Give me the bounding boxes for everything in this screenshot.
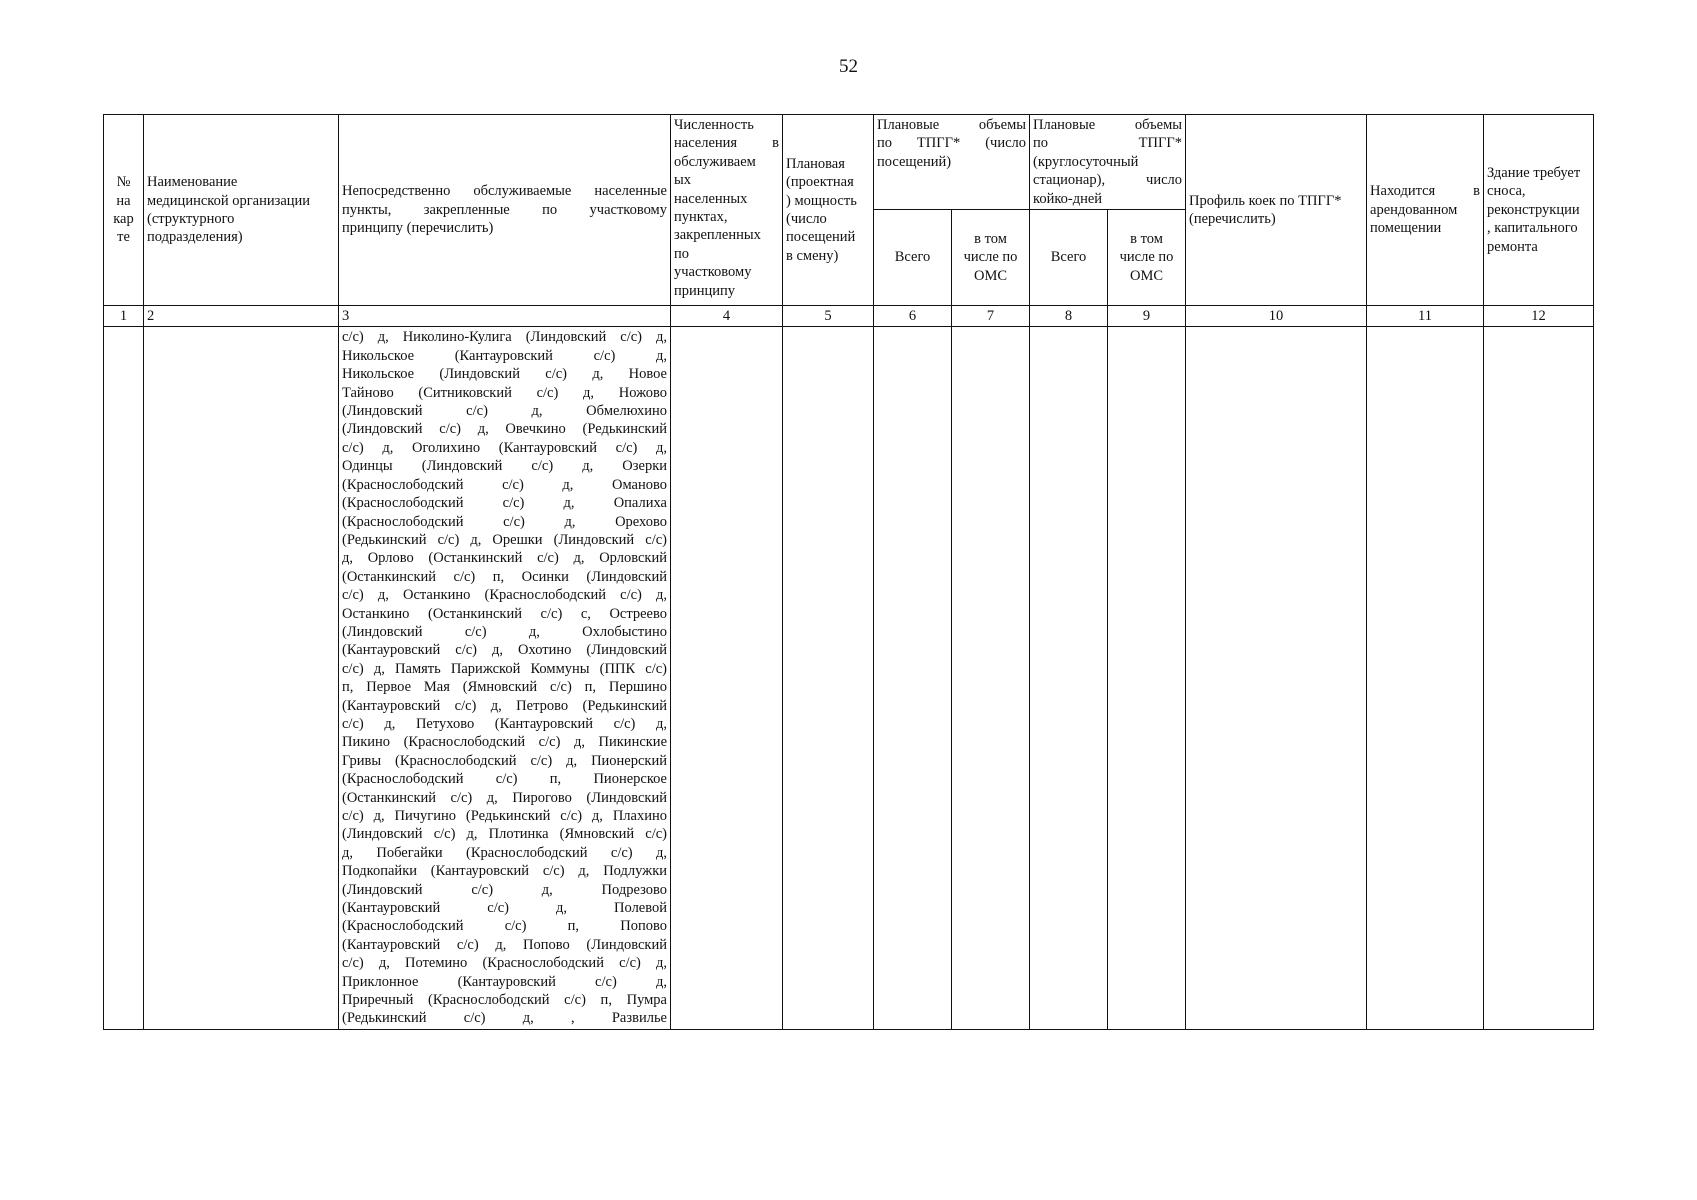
column-number-row bbox=[104, 306, 1594, 327]
column-number: 12 bbox=[1484, 306, 1594, 327]
text-line: на bbox=[116, 192, 131, 209]
text-line: Останкино (Останкинский с/с) с, Остреево bbox=[342, 605, 667, 622]
text-line: пункты, закрепленные по участковому bbox=[342, 201, 667, 218]
visits-oms-cell bbox=[952, 327, 1030, 1030]
header-bed-days-total: Всего bbox=[1030, 210, 1108, 306]
column-number: 2 bbox=[144, 306, 339, 327]
text-line: участковому bbox=[674, 264, 752, 281]
facilities-table bbox=[103, 114, 1594, 1030]
text-line: (Линдовский с/с) д, Обмелюхино bbox=[342, 403, 667, 420]
text-line: койко-дней bbox=[1033, 190, 1103, 207]
text-line: Одинцы (Линдовский с/с) д, Озерки bbox=[342, 458, 667, 475]
text-line: принципу bbox=[674, 282, 736, 299]
text-line: с/с) д, Останкино (Краснослободский с/с) д, bbox=[342, 587, 667, 604]
text-line: (Редькинский с/с) д, , Развилье bbox=[342, 1010, 667, 1027]
text-line: Плановые объемы bbox=[877, 117, 1027, 133]
column-number: 6 bbox=[874, 306, 952, 327]
text-line: в смену) bbox=[786, 247, 839, 264]
text-line: Приклонное (Кантауровский с/с) д, bbox=[342, 973, 667, 990]
text-line: (Краснослободский с/с) д, Орехово bbox=[342, 513, 667, 530]
visits-total-cell bbox=[874, 327, 952, 1030]
text-line: (Редькинский с/с) д, Орешки (Линдовский с/с) bbox=[342, 531, 667, 548]
column-number: 10 bbox=[1186, 306, 1367, 327]
column-number: 4 bbox=[671, 306, 783, 327]
header-visits-total: Всего bbox=[874, 210, 952, 306]
text-line: посещений bbox=[786, 229, 856, 246]
text-line: с/с) д, Петухово (Кантауровский с/с) д, bbox=[342, 715, 667, 732]
text-line: обслуживаем bbox=[674, 153, 756, 170]
text-line: ) мощность bbox=[786, 192, 857, 209]
text-line: Подкопайки (Кантауровский с/с) д, Подлужки bbox=[342, 863, 667, 880]
text-line: подразделения) bbox=[147, 229, 243, 246]
header-settlements bbox=[339, 115, 671, 306]
text-line: в том bbox=[974, 230, 1007, 247]
building-repair-cell bbox=[1484, 327, 1594, 1030]
column-number: 3 bbox=[339, 306, 671, 327]
text-line: медицинской организации bbox=[147, 192, 311, 209]
header-organization bbox=[144, 115, 339, 306]
column-number: 1 bbox=[104, 306, 144, 327]
text-line: (Останкинский с/с) д, Пирогово (Линдовский bbox=[342, 789, 667, 806]
text-line: (проектная bbox=[786, 174, 854, 191]
rented-premises-cell bbox=[1367, 327, 1484, 1030]
text-line: с/с) д, Память Парижской Коммуны (ППК с/с) bbox=[342, 660, 667, 677]
text-line: Численность bbox=[674, 117, 754, 133]
map-number-cell bbox=[104, 327, 144, 1030]
text-line: Наименование bbox=[147, 174, 238, 191]
text-line: ОМС bbox=[1130, 267, 1164, 284]
text-line: (Краснослободский с/с) д, Оманово bbox=[342, 476, 667, 493]
bed-profile-cell bbox=[1186, 327, 1367, 1030]
text-line: ОМС bbox=[973, 267, 1008, 284]
text-line: числе по bbox=[963, 249, 1018, 266]
text-line: (Останкинский с/с) п, Осинки (Линдовский bbox=[342, 568, 667, 585]
text-line: (Линдовский с/с) д, Плотинка (Ямновский с/с) bbox=[342, 826, 667, 843]
text-line: (Кантауровский с/с) д, Петрово (Редькинский bbox=[342, 697, 667, 714]
text-line: кар bbox=[113, 211, 134, 228]
column-number: 8 bbox=[1030, 306, 1108, 327]
text-line: (круглосуточный bbox=[1033, 153, 1139, 170]
text-line: д, Орлово (Останкинский с/с) д, Орловский bbox=[342, 550, 667, 567]
text-line: Непосредственно обслуживаемые населенные bbox=[342, 183, 667, 200]
text-line: (Краснослободский с/с) п, Попово bbox=[342, 918, 667, 935]
header-bed-profile bbox=[1186, 115, 1367, 306]
text-line: Находится в bbox=[1370, 183, 1481, 200]
text-line: Гривы (Краснослободский с/с) д, Пионерский bbox=[342, 752, 667, 769]
text-line: (Кантауровский с/с) д, Полевой bbox=[342, 900, 667, 917]
header-bed-days-volume bbox=[1030, 115, 1186, 210]
column-number: 9 bbox=[1108, 306, 1186, 327]
text-line: принципу (перечислить) bbox=[342, 220, 494, 237]
text-line: по ТПГГ* bbox=[1033, 135, 1183, 152]
text-line: посещений) bbox=[877, 153, 952, 170]
text-line: (Кантауровский с/с) д, Попово (Линдовский bbox=[342, 936, 667, 953]
text-line: арендованном bbox=[1370, 201, 1458, 218]
text-line: реконструкции bbox=[1487, 201, 1580, 218]
text-line: ремонта bbox=[1487, 238, 1538, 255]
header-visits-volume bbox=[874, 115, 1030, 210]
text-line: по ТПГГ* (число bbox=[877, 135, 1027, 152]
header-rented-premises bbox=[1367, 115, 1484, 306]
settlements-cell bbox=[339, 327, 671, 1030]
text-line: (число bbox=[786, 211, 827, 228]
text-line: по bbox=[674, 245, 690, 262]
text-line: (Кантауровский с/с) д, Охотино (Линдовский bbox=[342, 642, 667, 659]
text-line: пунктах, bbox=[674, 209, 728, 226]
text-line: (перечислить) bbox=[1189, 211, 1276, 228]
header-building-repair bbox=[1484, 115, 1594, 306]
text-line: сноса, bbox=[1487, 183, 1526, 200]
header-visits-oms bbox=[952, 210, 1030, 306]
text-line: (Краснослободский с/с) д, Опалиха bbox=[342, 495, 667, 512]
header-map-number bbox=[104, 115, 144, 306]
text-line: Пикино (Краснослободский с/с) д, Пикинские bbox=[342, 734, 667, 751]
text-line: с/с) д, Пичугино (Редькинский с/с) д, Плахино bbox=[342, 808, 667, 824]
text-line: Плановая bbox=[786, 155, 845, 172]
text-line: с/с) д, Потемино (Краснослободский с/с) д, bbox=[342, 955, 667, 972]
text-line: Приречный (Краснослободский с/с) п, Пумра bbox=[342, 992, 667, 1009]
column-number: 5 bbox=[783, 306, 874, 327]
text-line: , капитального bbox=[1487, 220, 1578, 237]
header-capacity bbox=[783, 115, 874, 306]
text-line: п, Первое Мая (Ямновский с/с) п, Першино bbox=[342, 679, 667, 696]
text-line: № bbox=[116, 174, 131, 191]
capacity-cell bbox=[783, 327, 874, 1030]
text-line: (Краснослободский с/с) п, Пионерское bbox=[342, 771, 667, 788]
text-line: в том bbox=[1130, 230, 1163, 247]
text-line: помещении bbox=[1370, 220, 1442, 237]
text-line: (Линдовский с/с) д, Подрезово bbox=[342, 881, 667, 898]
text-line: Профиль коек по ТПГГ* bbox=[1189, 192, 1342, 209]
text-line: (Линдовский с/с) д, Охлобыстино bbox=[342, 623, 667, 640]
header-population bbox=[671, 115, 783, 306]
text-line: закрепленных bbox=[674, 227, 761, 244]
page-number: 52 bbox=[839, 56, 858, 77]
text-line: стационар), число bbox=[1033, 172, 1183, 189]
table-row bbox=[104, 327, 1594, 1030]
text-line: населенных bbox=[674, 190, 748, 207]
bed-days-total-cell bbox=[1030, 327, 1108, 1030]
text-line: д, Побегайки (Краснослободский с/с) д, bbox=[342, 844, 667, 861]
header-bed-days-oms bbox=[1108, 210, 1186, 306]
text-line: Тайново (Ситниковский с/с) д, Ножово bbox=[342, 384, 667, 401]
column-number: 11 bbox=[1367, 306, 1484, 327]
organization-cell bbox=[144, 327, 339, 1030]
population-cell bbox=[671, 327, 783, 1030]
column-number: 7 bbox=[952, 306, 1030, 327]
text-line: Плановые объемы bbox=[1033, 117, 1183, 133]
text-line: Никольское (Кантауровский с/с) д, bbox=[342, 347, 667, 364]
text-line: Никольское (Линдовский с/с) д, Новое bbox=[342, 366, 667, 383]
text-line: с/с) д, Николино-Кулига (Линдовский с/с) д, bbox=[342, 329, 667, 346]
text-line: Здание требует bbox=[1487, 165, 1581, 181]
text-line: населения в bbox=[674, 135, 779, 152]
text-line: с/с) д, Оголихино (Кантауровский с/с) д, bbox=[342, 439, 667, 456]
text-line: ых bbox=[674, 172, 691, 189]
text-line: числе по bbox=[1119, 249, 1174, 266]
text-line: (Линдовский с/с) д, Овечкино (Редькинский bbox=[342, 421, 667, 438]
bed-days-oms-cell bbox=[1108, 327, 1186, 1030]
text-line: те bbox=[117, 229, 130, 246]
text-line: (структурного bbox=[147, 211, 235, 228]
